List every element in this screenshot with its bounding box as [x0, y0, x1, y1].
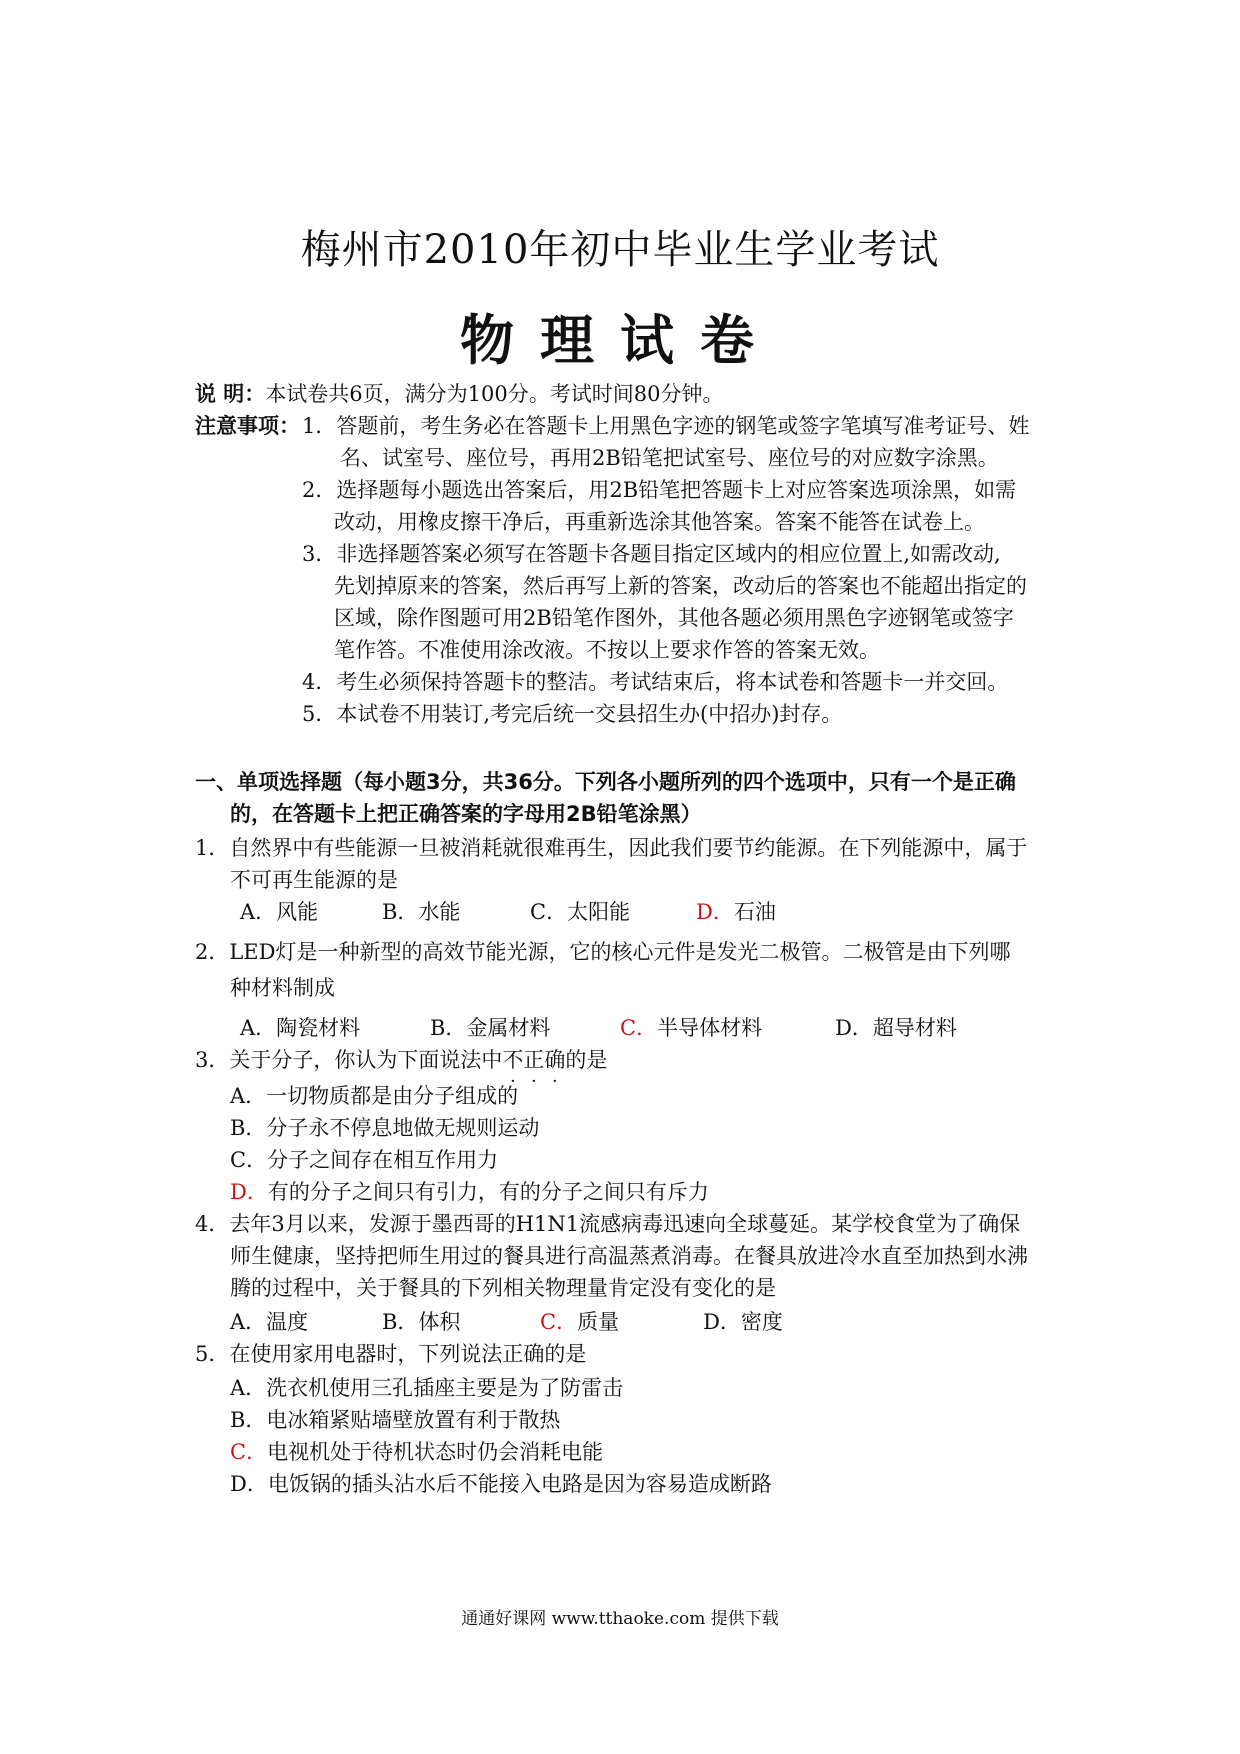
exam-title: 梅州市2010年初中毕业生学业考试: [300, 227, 940, 273]
option-b: B．体积: [382, 1310, 461, 1334]
note-label: 说 明：: [195, 382, 266, 406]
instruction-text: 本试卷不用装订,考完后统一交县招生办(中招办)封存。: [336, 702, 843, 726]
stem-text: 3．关于分子，你认为下面说法中: [195, 1048, 503, 1072]
instruction-number: 2．: [302, 478, 337, 502]
option-letter: D．: [230, 1180, 268, 1204]
option-a: A．温度: [230, 1310, 309, 1334]
instruction-number: 1．: [302, 414, 337, 438]
option-letter: C．: [230, 1440, 268, 1464]
option-c-text: 半导体材料: [657, 1016, 763, 1040]
question-4-stem-cont1: 师生健康，坚持把师生用过的餐具进行高温蒸煮消毒。在餐具放进冷水直至加热到水沸: [230, 1244, 1028, 1268]
stem-text: 的是: [565, 1048, 608, 1072]
instruction-text: 非选择题答案必须写在答题卡各题目指定区域内的相应位置上,如需改动,: [336, 542, 1001, 566]
question-2-stem: 2．LED灯是一种新型的高效节能光源，它的核心元件是发光二极管。二极管是由下列哪: [195, 940, 1011, 964]
question-5-stem: 5．在使用家用电器时，下列说法正确的是: [195, 1342, 587, 1366]
instruction-3-cont1: 先划掉原来的答案，然后再写上新的答案，改动后的答案也不能超出指定的: [334, 574, 1027, 598]
question-1-stem-cont: 不可再生能源的是: [230, 868, 398, 892]
option-b: B．金属材料: [430, 1016, 551, 1040]
option-c-letter: C．: [620, 1016, 658, 1040]
instruction-number: 4．: [302, 670, 337, 694]
question-3-option-d: [230, 1176, 709, 1208]
emphasis-char: 正: [523, 1048, 545, 1072]
option-d-text: 石油: [733, 900, 776, 924]
question-3-option-a: A．一切物质都是由分子组成的: [230, 1084, 519, 1108]
instruction-2-cont: 改动，用橡皮擦干净后，再重新选涂其他答案。答案不能答在试卷上。: [334, 510, 985, 534]
instruction-2: [302, 474, 1016, 506]
emphasis-char: 确: [544, 1048, 566, 1072]
question-2-stem-cont: 种材料制成: [230, 976, 335, 1000]
instruction-3-cont3: 笔作答。不准使用涂改液。不按以上要求作答的答案无效。: [334, 638, 880, 662]
note-line: [195, 378, 723, 410]
emphasis-char: 不: [502, 1048, 524, 1072]
question-4-stem: 4．去年3月以来，发源于墨西哥的H1N1流感病毒迅速向全球蔓延。某学校食堂为了确保: [195, 1212, 1021, 1236]
instruction-4: [302, 666, 1008, 698]
instruction-1: [302, 410, 1029, 442]
question-5-option-a: A．洗衣机使用三孔插座主要是为了防雷击: [230, 1376, 624, 1400]
paper-subtitle: 物理试卷: [460, 309, 780, 372]
question-5-option-d: D．电饭锅的插头沾水后不能接入电路是因为容易造成断路: [230, 1472, 772, 1496]
question-4-stem-cont2: 腾的过程中，关于餐具的下列相关物理量肯定没有变化的是: [230, 1276, 776, 1300]
option-c-text: 质量: [577, 1310, 620, 1334]
option-a: A．风能: [240, 900, 319, 924]
question-5-option-c: [230, 1436, 603, 1468]
option-d: D．密度: [703, 1310, 783, 1334]
page-footer: 通通好课网 www.tthaoke.com 提供下载: [461, 1609, 779, 1629]
question-1-stem: 1．自然界中有些能源一旦被消耗就很难再生，因此我们要节约能源。在下列能源中，属于: [195, 836, 1028, 860]
section-heading-cont: 的，在答题卡上把正确答案的字母用2B铅笔涂黑）: [230, 802, 702, 826]
option-d: D．超导材料: [835, 1016, 957, 1040]
option-text: 有的分子之间只有引力，有的分子之间只有斥力: [267, 1180, 709, 1204]
option-b: B．水能: [382, 900, 461, 924]
instruction-3: [302, 538, 1001, 570]
question-3-stem: [195, 1044, 607, 1076]
question-3-option-b: B．分子永不停息地做无规则运动: [230, 1116, 540, 1140]
question-4-options: [230, 1306, 783, 1338]
question-3-option-c: C．分子之间存在相互作用力: [230, 1148, 499, 1172]
note-text: 本试卷共6页，满分为100分。考试时间80分钟。: [265, 382, 724, 406]
instruction-number: 5．: [302, 702, 337, 726]
section-heading: 一、单项选择题（每小题3分，共36分。下列各小题所列的四个选项中，只有一个是正确: [195, 770, 1016, 794]
instruction-text: 答题前，考生务必在答题卡上用黑色字迹的钢笔或签字笔填写准考证号、姓: [336, 414, 1030, 438]
attention-label: 注意事项：: [195, 414, 300, 438]
instruction-3-cont2: 区域，除作图题可用2B铅笔作图外，其他各题必须用黑色字迹钢笔或签字: [334, 606, 1014, 630]
option-d-letter: D．: [696, 900, 734, 924]
instruction-text: 选择题每小题选出答案后，用2B铅笔把答题卡上对应答案选项涂黑，如需: [336, 478, 1017, 502]
option-a: A．陶瓷材料: [240, 1016, 361, 1040]
option-text: 电视机处于待机状态时仍会消耗电能: [267, 1440, 604, 1464]
question-1-options: [240, 896, 776, 928]
instruction-text: 考生必须保持答题卡的整洁。考试结束后，将本试卷和答题卡一并交回。: [336, 670, 1009, 694]
option-c: C．太阳能: [530, 900, 631, 924]
question-2-options: [240, 1012, 957, 1044]
question-5-option-b: B．电冰箱紧贴墙壁放置有利于散热: [230, 1408, 561, 1432]
instruction-1-cont: 名、试室号、座位号，再用2B铅笔把试室号、座位号的对应数字涂黑。: [340, 446, 999, 470]
option-c-letter: C．: [540, 1310, 578, 1334]
instruction-number: 3．: [302, 542, 337, 566]
instruction-5: [302, 698, 842, 730]
